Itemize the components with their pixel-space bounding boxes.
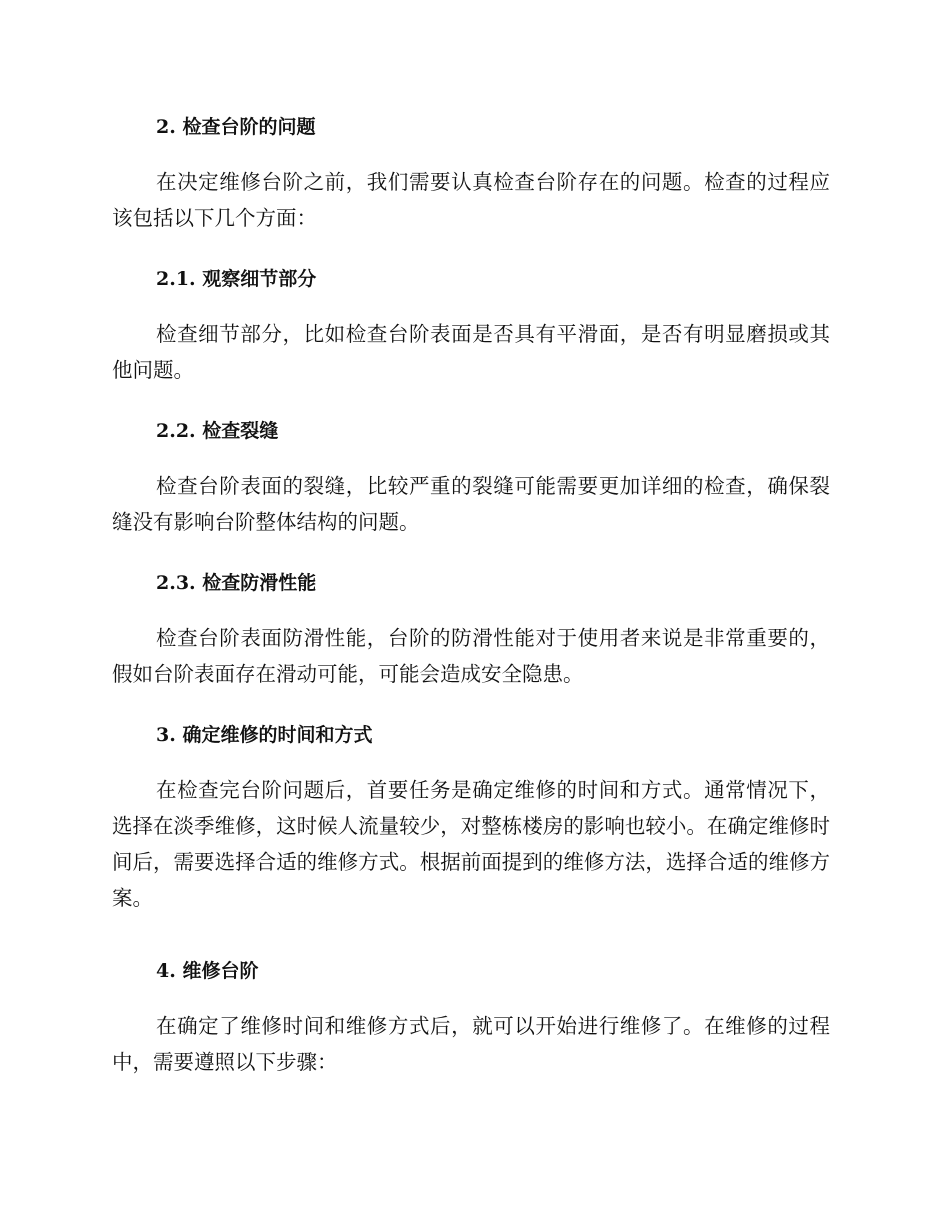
section-paragraph-3: 在检查完台阶问题后，首要任务是确定维修的时间和方式。通常情况下，选择在淡季维修，这时候人流量较少，对整栋楼房的影响也较小。在确定维修时间后，需要选择合适的维修方式。根据前面提到的维修方法，选择合适的维修方案。 [112, 778, 830, 910]
section-heading-2-3: 2.3. 检查防滑性能 [156, 572, 317, 594]
section-paragraph-2: 在决定维修台阶之前，我们需要认真检查台阶存在的问题。检查的过程应该包括以下几个方面： [112, 170, 830, 230]
section-heading-4: 4. 维修台阶 [156, 960, 259, 982]
section-heading-2-2: 2.2. 检查裂缝 [156, 420, 279, 442]
section-heading-3: 3. 确定维修的时间和方式 [156, 724, 373, 746]
section-heading-2-1: 2.1. 观察细节部分 [156, 268, 317, 290]
section-paragraph-2-2: 检查台阶表面的裂缝，比较严重的裂缝可能需要更加详细的检查，确保裂缝没有影响台阶整体结构的问题。 [112, 474, 830, 534]
section-paragraph-2-1: 检查细节部分，比如检查台阶表面是否具有平滑面，是否有明显磨损或其他问题。 [112, 322, 830, 382]
section-paragraph-4: 在确定了维修时间和维修方式后，就可以开始进行维修了。在维修的过程中，需要遵照以下步骤： [112, 1014, 830, 1074]
section-paragraph-2-3: 检查台阶表面防滑性能，台阶的防滑性能对于使用者来说是非常重要的，假如台阶表面存在滑动可能，可能会造成安全隐患。 [112, 626, 830, 686]
section-heading-2: 2. 检查台阶的问题 [156, 116, 316, 138]
